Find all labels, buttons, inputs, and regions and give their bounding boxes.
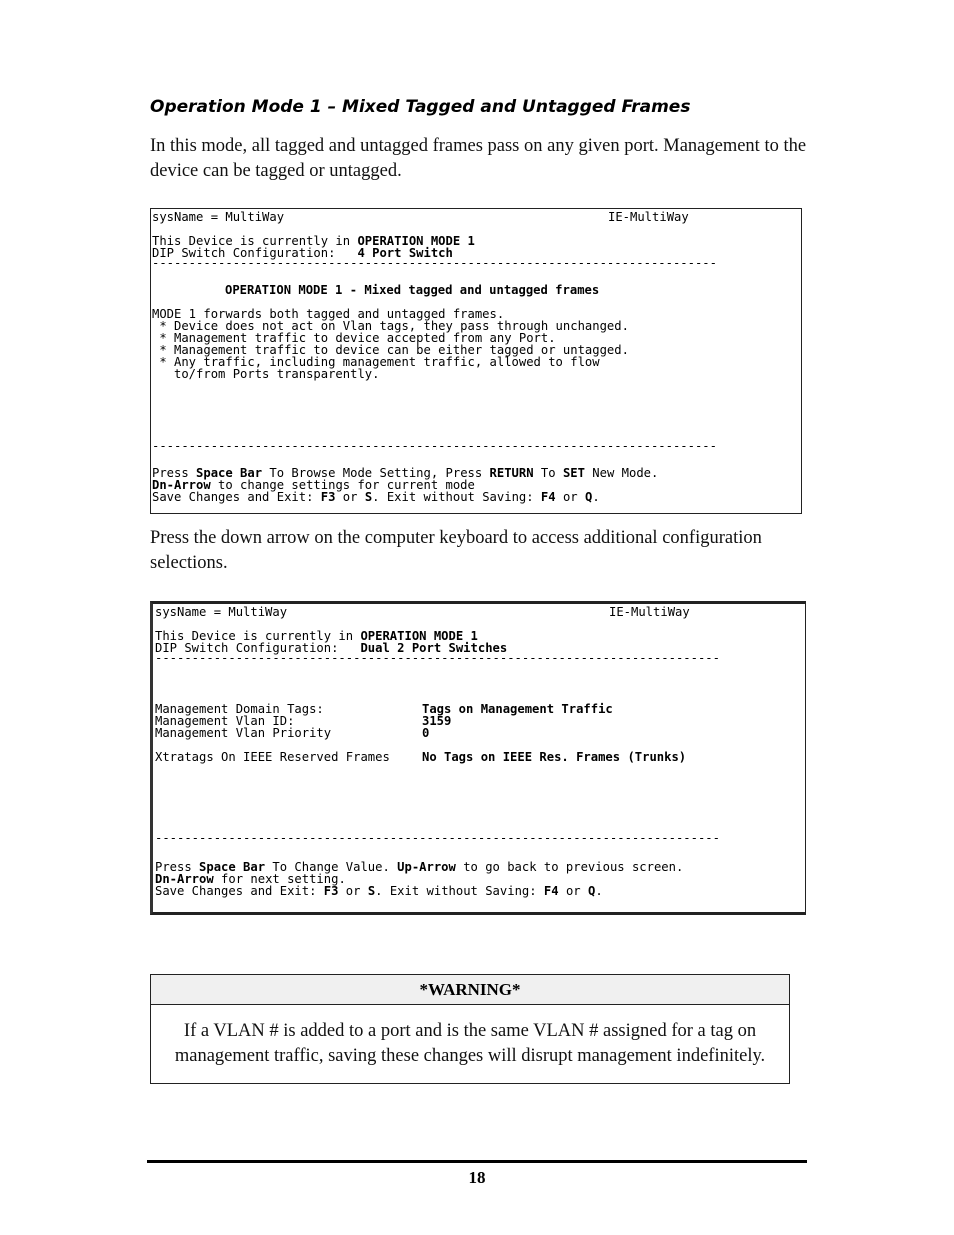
page-number: 18 xyxy=(468,1168,486,1187)
footer-text: or xyxy=(555,490,585,504)
footer-text: Press xyxy=(155,860,200,874)
terminal-screenshot-mode-info xyxy=(150,208,802,514)
footer-text: to change settings for current mode xyxy=(210,478,475,492)
key-up-arrow: Up-Arrow xyxy=(397,860,456,874)
key-dn-arrow: Dn-Arrow xyxy=(152,478,211,492)
divider-top: ----------------------------------------------------------------------------- xyxy=(155,651,720,665)
footer-text: to go back to previous screen. xyxy=(455,860,684,874)
divider-bottom: ----------------------------------------------------------------------------- xyxy=(152,439,717,453)
dip-prefix: DIP Switch Configuration: xyxy=(155,641,361,655)
dip-prefix: DIP Switch Configuration: xyxy=(152,246,358,260)
footer-text: . Exit without Saving: xyxy=(375,884,544,898)
footer-line-3 xyxy=(155,885,603,897)
body-line: MODE 1 forwards both tagged and untagged frames. xyxy=(152,307,505,321)
footer-text: or xyxy=(338,884,368,898)
setting-value-vlan-priority[interactable]: 0 xyxy=(422,726,430,740)
setting-value-domain-tags[interactable]: Tags on Management Traffic xyxy=(422,702,613,716)
body-line: * Management traffic to device can be either tagged or untagged. xyxy=(152,343,629,357)
key-s: S xyxy=(367,884,376,898)
footer-text: Press xyxy=(152,466,197,480)
divider-bottom: ----------------------------------------------------------------------------- xyxy=(155,831,720,845)
key-dn-arrow: Dn-Arrow xyxy=(155,872,214,886)
footer-text: . Exit without Saving: xyxy=(372,490,541,504)
footer-line-3 xyxy=(152,491,600,503)
footer-text: To Change Value. xyxy=(265,860,398,874)
warning-title: *WARNING* xyxy=(151,975,789,1005)
sysname-line: sysName = MultiWay xyxy=(152,210,285,224)
key-q: Q xyxy=(587,884,596,898)
footer-text: Save Changes and Exit: xyxy=(152,490,321,504)
device-name: IE-MultiWay xyxy=(609,605,690,619)
key-s: S xyxy=(364,490,373,504)
footer-text: for next setting. xyxy=(213,872,346,886)
setting-label-vlan-id: Management Vlan ID: xyxy=(155,714,295,728)
footer-text: To xyxy=(533,466,563,480)
footer-text: . xyxy=(595,884,603,898)
setting-label-xtratags: Xtratags On IEEE Reserved Frames xyxy=(155,750,390,764)
terminal-screenshot-settings xyxy=(150,601,806,915)
mode-heading: OPERATION MODE 1 - Mixed tagged and untagged frames xyxy=(225,283,600,297)
body-line: * Any traffic, including management traffic, allowed to flow xyxy=(152,355,600,369)
key-return: RETURN xyxy=(489,466,534,480)
footer-text: or xyxy=(558,884,588,898)
key-f3: F3 xyxy=(320,490,336,504)
setting-value-xtratags[interactable]: No Tags on IEEE Res. Frames (Trunks) xyxy=(422,750,687,764)
key-f4: F4 xyxy=(540,490,556,504)
footer-rule xyxy=(147,1160,807,1163)
footer-text: . xyxy=(592,490,600,504)
dip-value: Dual 2 Port Switches xyxy=(360,641,508,655)
warning-text: If a VLAN # is added to a port and is the same VLAN # assigned for a tag on management traffic, saving these changes will disrupt management indefinitely. xyxy=(174,1021,766,1066)
footer-text: or xyxy=(335,490,365,504)
key-f3: F3 xyxy=(323,884,339,898)
body-line: * Device does not act on Vlan tags, they pass through unchanged. xyxy=(152,319,629,333)
dip-value: 4 Port Switch xyxy=(357,246,453,260)
body-line: to/from Ports transparently. xyxy=(152,367,380,381)
instruction-paragraph: Press the down arrow on the computer keyboard to access additional configuration selections. xyxy=(150,528,762,573)
mode-prefix: This Device is currently in xyxy=(155,629,361,643)
key-q: Q xyxy=(584,490,593,504)
intro-paragraph: In this mode, all tagged and untagged frames pass on any given port. Management to the device can be tagged or untagged. xyxy=(150,136,807,181)
mode-value: OPERATION MODE 1 xyxy=(360,629,478,643)
setting-value-vlan-id[interactable]: 3159 xyxy=(422,714,452,728)
key-space-bar: Space Bar xyxy=(196,466,263,480)
sysname-line: sysName = MultiWay xyxy=(155,605,288,619)
key-f4: F4 xyxy=(543,884,559,898)
warning-box xyxy=(150,974,790,1084)
mode-value: OPERATION MODE 1 xyxy=(357,234,475,248)
setting-label-vlan-priority: Management Vlan Priority xyxy=(155,726,332,740)
divider-top: ----------------------------------------------------------------------------- xyxy=(152,256,717,270)
footer-text: Save Changes and Exit: xyxy=(155,884,324,898)
footer-text: To Browse Mode Setting, Press xyxy=(262,466,490,480)
body-line: * Management traffic to device accepted from any Port. xyxy=(152,331,556,345)
setting-label-domain-tags: Management Domain Tags: xyxy=(155,702,324,716)
mode-prefix: This Device is currently in xyxy=(152,234,358,248)
key-set: SET xyxy=(562,466,585,480)
section-title: Operation Mode 1 – Mixed Tagged and Untagged Frames xyxy=(150,97,691,117)
key-space-bar: Space Bar xyxy=(199,860,266,874)
device-name: IE-MultiWay xyxy=(608,210,689,224)
footer-text: New Mode. xyxy=(584,466,659,480)
